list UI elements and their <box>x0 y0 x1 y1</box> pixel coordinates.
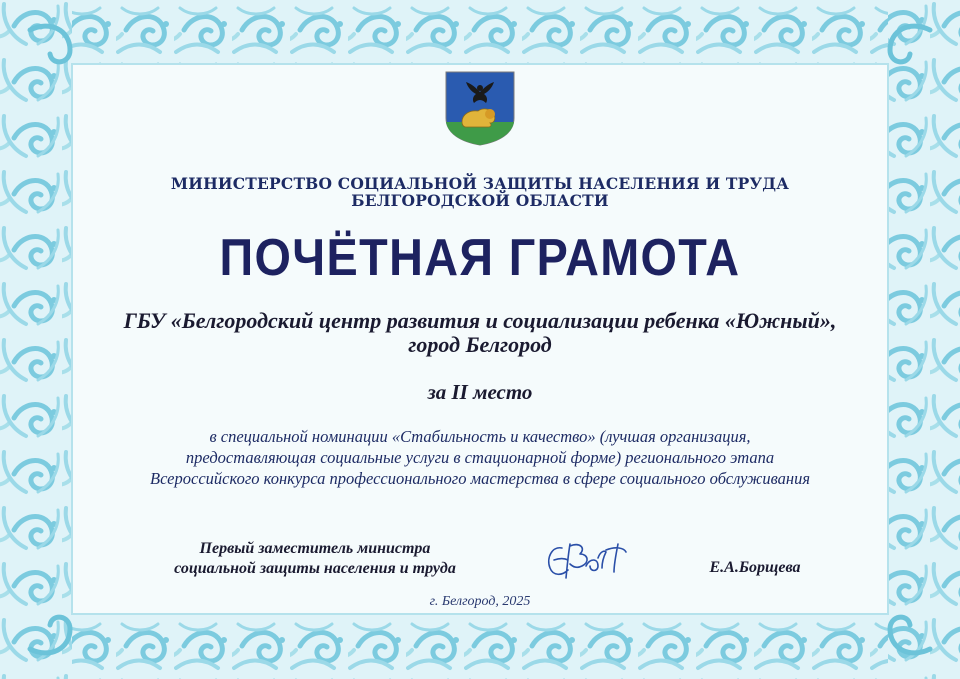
city-year: г. Белгород, 2025 <box>429 594 531 609</box>
signatory-position-line2: социальной защиты населения и труда <box>174 560 456 577</box>
nomination-line3: Всероссийского конкурса профессионального мастерства в сфере социального обслуживания <box>150 469 810 488</box>
certificate-title: ПОЧЁТНАЯ ГРАМОТА <box>219 229 741 287</box>
ministry-name-line2: БЕЛГОРОДСКОЙ ОБЛАСТИ <box>351 191 609 210</box>
signatory-name: Е.А.Борщева <box>709 559 801 576</box>
signatory-position-line1: Первый заместитель министра <box>199 540 431 557</box>
recipient-line2: город Белгород <box>408 332 552 357</box>
belgorod-coat-of-arms-icon <box>444 70 516 146</box>
nomination-line1: в специальной номинации «Стабильность и качество» (лучшая организация, <box>209 427 751 446</box>
award-place: за II место <box>427 380 533 404</box>
nomination-line2: предоставляющая социальные услуги в стационарной форме) регионального этапа <box>185 448 775 467</box>
ministry-name-line1: МИНИСТЕРСТВО СОЦИАЛЬНОЙ ЗАЩИТЫ НАСЕЛЕНИЯ И ТРУДА <box>170 174 790 193</box>
recipient-line1: ГБУ «Белгородский центр развития и социализации ребенка «Южный», <box>123 308 837 333</box>
handwritten-signature <box>540 536 640 586</box>
